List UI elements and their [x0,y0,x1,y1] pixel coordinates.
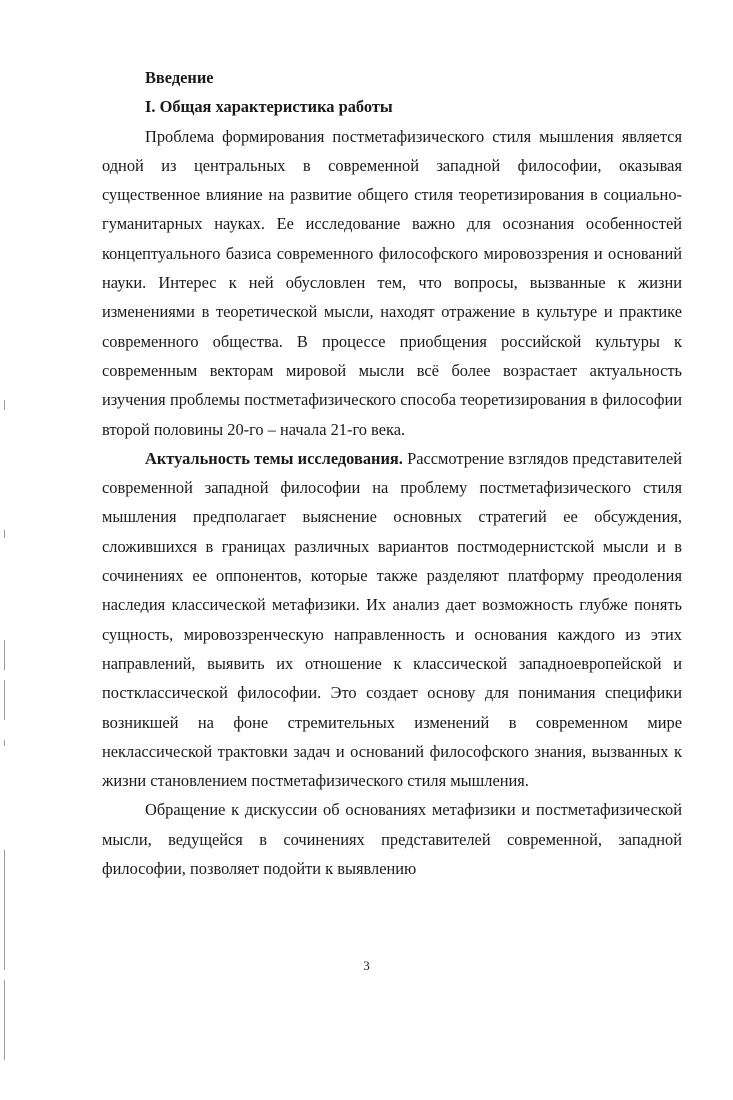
scan-mark [4,530,5,538]
paragraph-discussion: Обращение к дискуссии об основаниях метафизики и постметафизической мысли, ведущейся в сочинениях представителей современной, западной философии, позволяет подойти к выявлению [102,800,682,879]
page-number: 3 [363,958,370,973]
scan-mark [4,400,5,410]
heading-introduction: Введение [145,68,214,87]
scan-mark [4,640,5,670]
paragraph-relevance [102,444,682,796]
scan-mark [4,680,5,720]
paragraph-problem: Проблема формирования постметафизического стиля мышления является одной из центральных в современной западной философии, оказывая существенное влияние на развитие общего стиля теоретизирования в социально-гуманитарных науках. Ее исследование важно для осознания особенностей концептуального базиса современного философского мировоззрения и оснований науки. Интерес к ней обусловлен тем, что вопросы, вызванные к жизни изменениями в теоретической мысли, находят отражение в культуре и практике современного общества. В процессе приобщения российской культуры к современным векторам мировой мысли всё более возрастает актуальность изучения проблемы постметафизического способа теоретизирования в философии второй половины 20-го – начала 21-го века. [102,126,682,439]
paragraph-relevance-lead: Актуальность темы исследования. [145,448,403,468]
scan-mark [4,980,5,1060]
scan-mark [4,740,5,746]
paragraph-relevance-body: Рассмотрение взглядов представителей современной западной философии на проблему постметафизического стиля мышления предполагает выяснение основных стратегий ее обсуждения, сложившихся в границах различных вариантов постмодернистской мысли и в сочинениях ее оппонентов, которые также разделяют платформу преодоления наследия классической метафизики. Их анализ дает возможность глубже понять сущность, мировоззренческую направленность и основания каждого из этих направлений, выявить их отношение к классической западноевропейской и постклассической философии. Это создает основу для понимания специфики возникшей на фоне стремительных изменений в современном мире неклассической трактовки задач и оснований философского знания, вызванных к жизни становлением постметафизического стиля мышления. [102,448,682,791]
heading-general-characteristics: I. Общая характеристика работы [145,97,393,117]
document-body [102,63,682,883]
scan-mark [4,850,5,970]
